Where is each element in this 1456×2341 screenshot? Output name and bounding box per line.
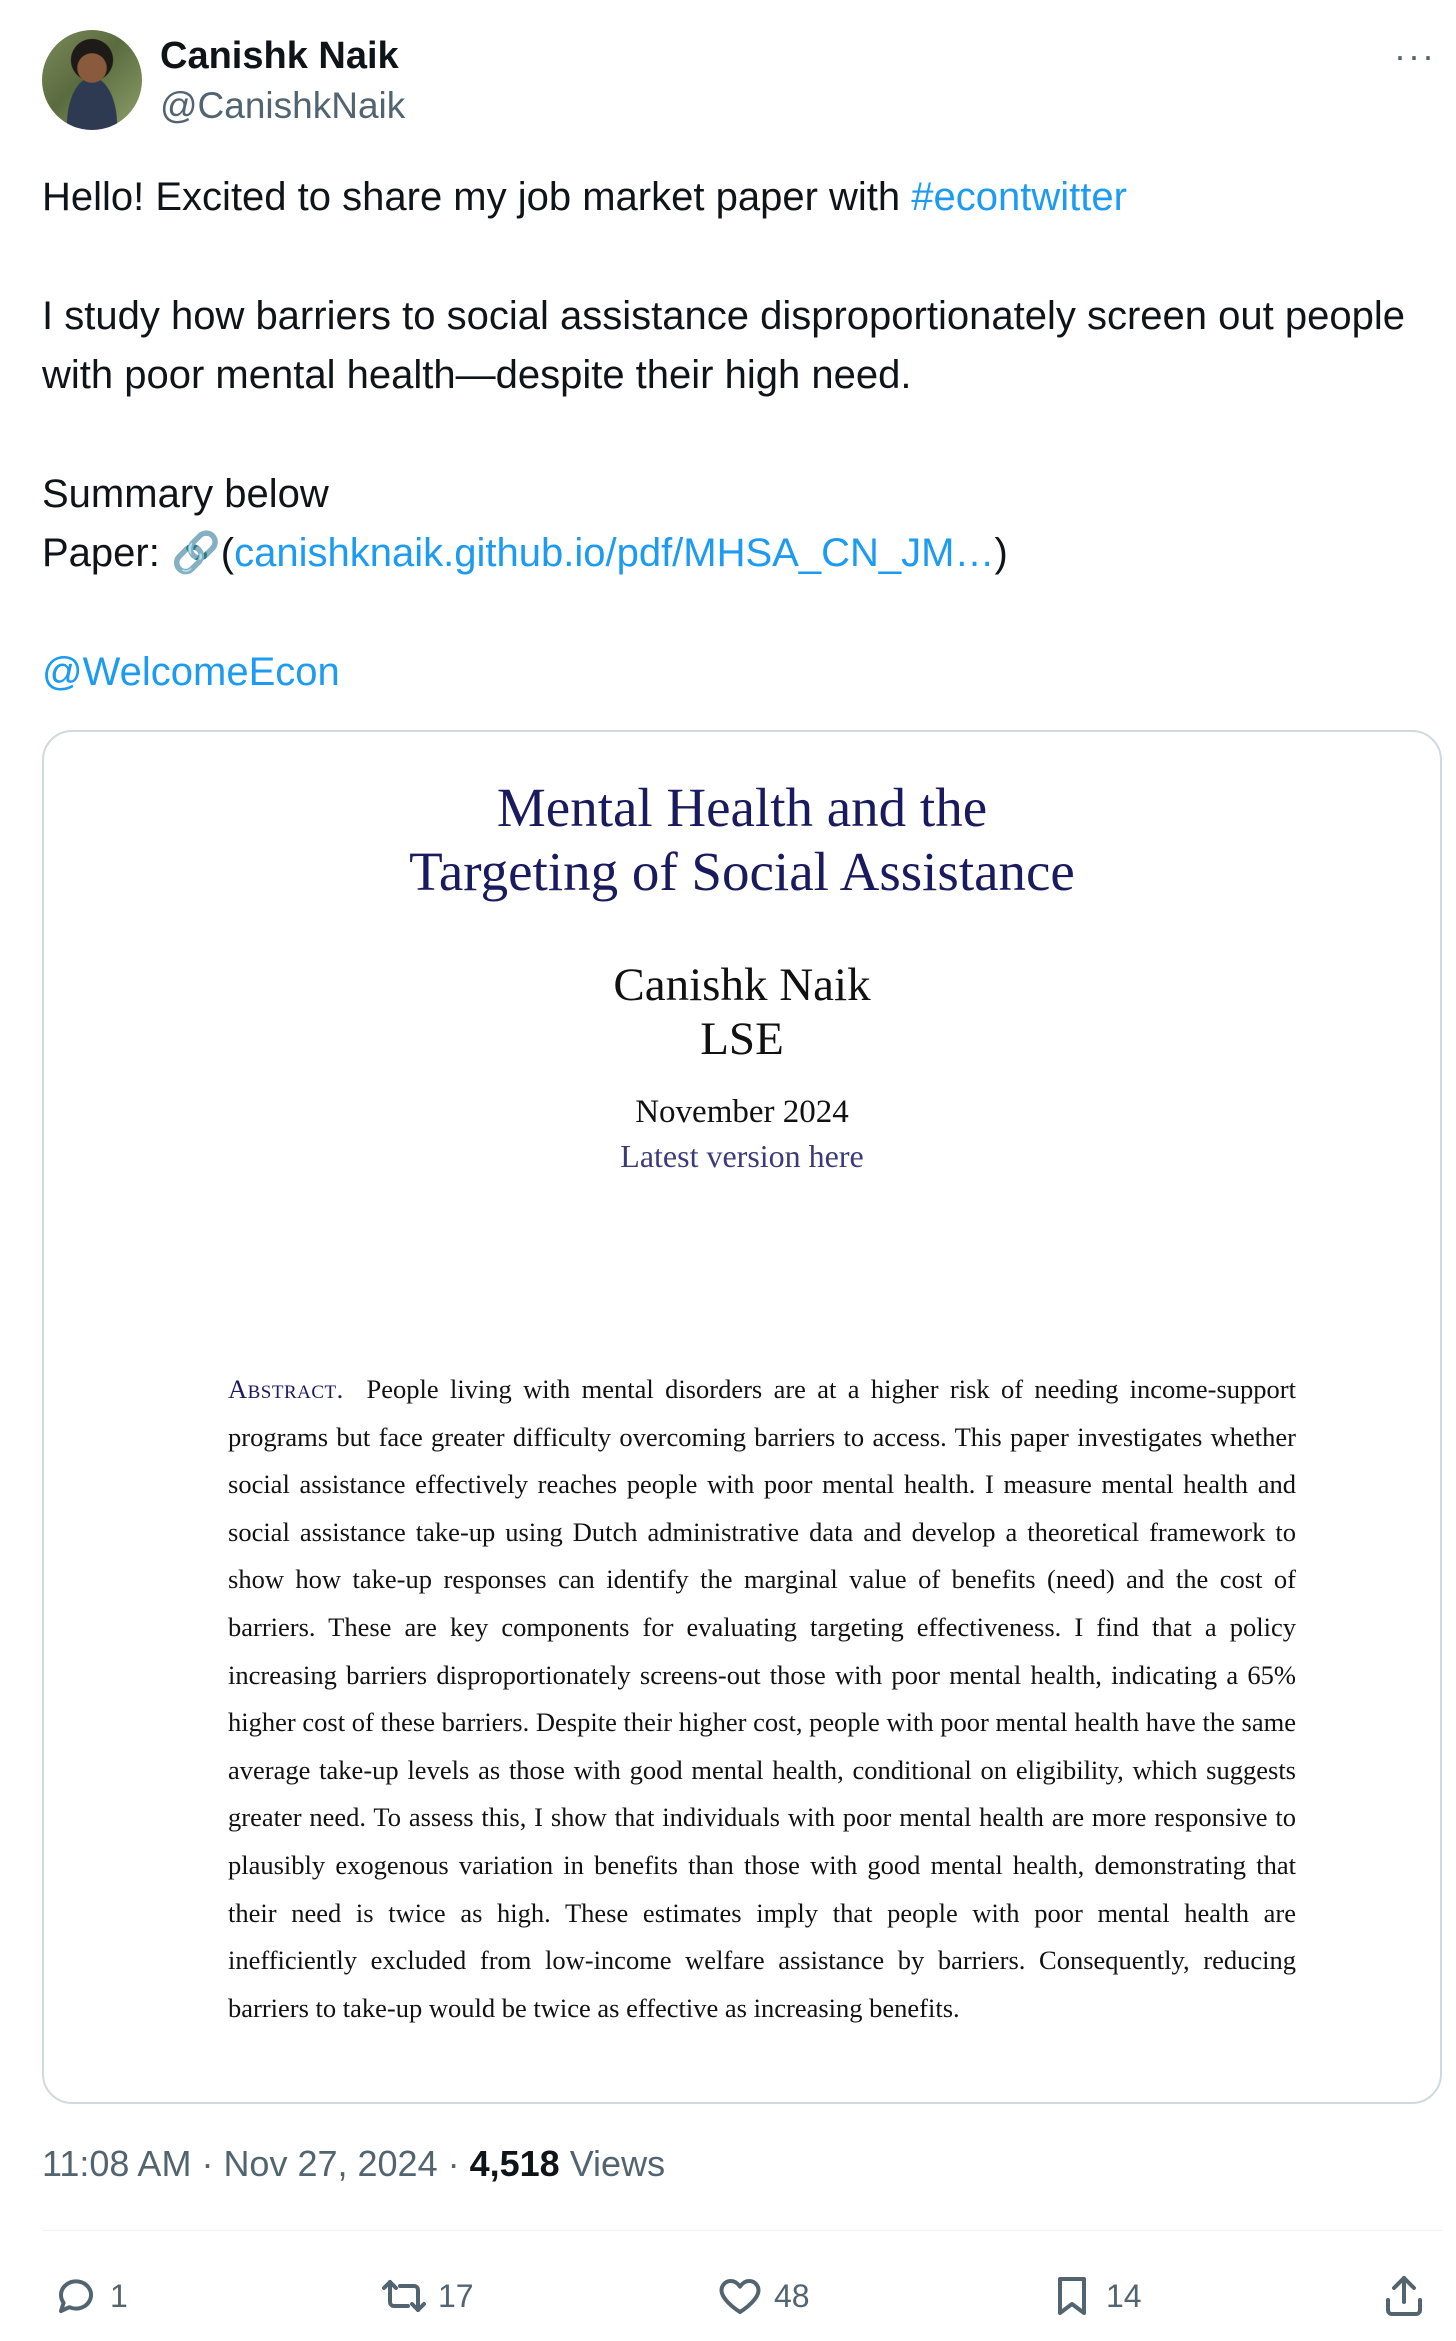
share-icon xyxy=(1380,2272,1428,2320)
more-options-icon[interactable]: ··· xyxy=(1394,35,1436,76)
heart-icon xyxy=(716,2272,764,2320)
meta-separator: · xyxy=(437,2143,470,2184)
tweet-line-1 xyxy=(42,168,1422,228)
tweet-time[interactable]: 11:08 AM xyxy=(42,2143,192,2184)
paper-date: November 2024 xyxy=(635,1094,849,1130)
paper-abstract xyxy=(228,1366,1296,2032)
reply-icon xyxy=(52,2272,100,2320)
tweet-header xyxy=(42,30,1442,140)
hashtag-link[interactable]: #econtwitter xyxy=(911,175,1127,219)
paper-line xyxy=(42,524,1422,584)
mention-link[interactable]: @WelcomeEcon xyxy=(42,649,340,694)
paper-affiliation: LSE xyxy=(700,1013,784,1065)
divider xyxy=(42,2230,1442,2231)
reply-button[interactable] xyxy=(52,2268,128,2324)
abstract-label: Abstract. xyxy=(228,1374,344,1404)
bookmark-count: 14 xyxy=(1106,2277,1142,2314)
like-count: 48 xyxy=(774,2277,810,2314)
action-bar xyxy=(0,2268,1456,2324)
views-label: Views xyxy=(559,2143,666,2184)
bookmark-icon xyxy=(1048,2272,1096,2320)
paper-author: Canishk Naik xyxy=(613,959,871,1011)
paper-latest-version-link: Latest version here xyxy=(620,1138,864,1174)
summary-text: Summary below xyxy=(42,471,329,516)
tweet-paragraph: I study how barriers to social assistance disproportionately screen out people with poor mental health—despite their high need. xyxy=(42,293,1405,397)
link-icon: 🔗 xyxy=(170,531,221,575)
paper-label: Paper: xyxy=(42,531,171,575)
meta-separator: · xyxy=(191,2143,224,2184)
tweet-body xyxy=(42,168,1422,702)
repost-icon xyxy=(380,2272,428,2320)
paper-title-line-2: Targeting of Social Assistance xyxy=(409,841,1075,902)
like-button[interactable] xyxy=(716,2268,810,2324)
paren-close: ) xyxy=(994,531,1008,575)
abstract-text: People living with mental disorders are at a higher risk of needing income-support programs but face greater difficulty overcoming barriers to access. This paper investigates whether social assistance effectively reaches people with poor mental health. I measure mental health and social assistance take-up using Dutch administrative data and develop a theoretical framework to show how take-up responses can identify the marginal value of benefits (need) and the cost of barriers. These are key components for evaluating targeting effectiveness. I find that a policy increasing barriers disproportionately screens-out those with poor mental health, indicating a 65% higher cost of these barriers. Despite their higher cost, people with poor mental health have the same average take-up levels as those with good mental health, conditional on eligibility, which suggests greater need. To assess this, I show that individuals with poor mental health are more responsive to plausibly exogenous variation in benefits than those with good mental health, demonstrating that their need is twice as high. These estimates imply that people with poor mental health are inefficiently excluded from low-income welfare assistance by barriers. Consequently, reducing barriers to take-up would be twice as effective as increasing benefits. xyxy=(228,1374,1296,2023)
paper-title-line-1: Mental Health and the xyxy=(496,777,988,838)
tweet-intro-text: Hello! Excited to share my job market paper with xyxy=(42,175,912,219)
repost-button[interactable] xyxy=(380,2268,474,2324)
tweet-date[interactable]: Nov 27, 2024 xyxy=(223,2143,438,2184)
paren-open: ( xyxy=(220,531,235,575)
views-count: 4,518 xyxy=(469,2143,560,2184)
attached-image[interactable] xyxy=(42,730,1442,2104)
author-name[interactable]: Canishk Naik xyxy=(160,35,399,77)
reply-count: 1 xyxy=(110,2277,128,2314)
author-handle[interactable]: @CanishkNaik xyxy=(160,85,406,126)
bookmark-button[interactable] xyxy=(1048,2268,1142,2324)
paper-url-link[interactable]: canishknaik.github.io/pdf/MHSA_CN_JM… xyxy=(234,531,995,575)
avatar[interactable] xyxy=(42,30,142,130)
tweet-meta xyxy=(42,2142,665,2186)
repost-count: 17 xyxy=(438,2277,474,2314)
share-button[interactable] xyxy=(1380,2268,1428,2324)
